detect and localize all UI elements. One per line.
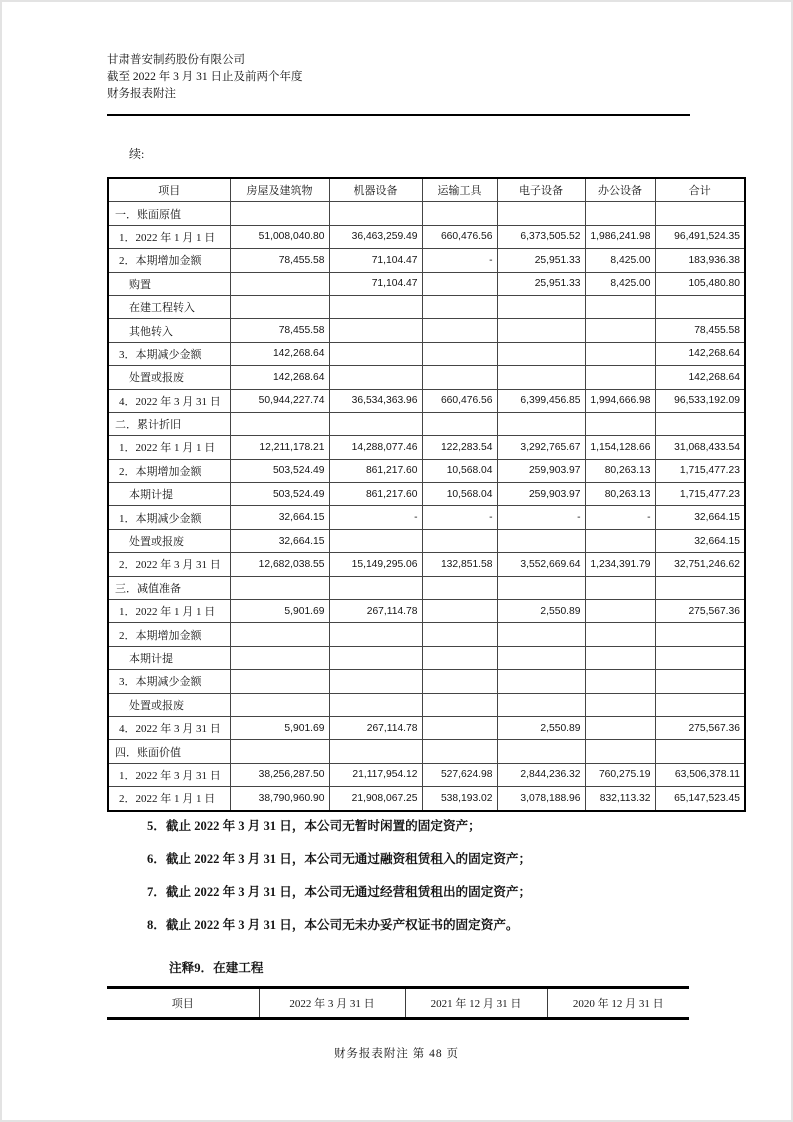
page-footer: 财务报表附注 第 48 页 <box>333 1048 460 1060</box>
cell-value <box>422 623 497 646</box>
cell-value: 65,147,523.45 <box>655 787 745 811</box>
table-row <box>108 763 745 786</box>
cell-value <box>497 670 585 693</box>
cip-column-header-3: 2020 年 12 月 31 日 <box>547 988 689 1019</box>
cell-value <box>422 342 497 365</box>
table-row <box>108 459 745 482</box>
fa-column-header-1: 房屋及建筑物 <box>230 178 329 202</box>
table-row <box>108 202 745 225</box>
cell-value: 36,534,363.96 <box>329 389 422 412</box>
cell-value: 25,951.33 <box>497 272 585 295</box>
row-label: 2．本期增加金额 <box>108 249 230 272</box>
cell-value <box>585 576 655 599</box>
cell-value: 2,550.89 <box>497 600 585 623</box>
construction-in-progress-section <box>107 986 689 1020</box>
table-row <box>108 389 745 412</box>
cell-value <box>497 623 585 646</box>
cell-value <box>497 412 585 435</box>
cell-value: 105,480.80 <box>655 272 745 295</box>
cell-value: 36,463,259.49 <box>329 225 422 248</box>
cell-value: 32,751,246.62 <box>655 553 745 576</box>
cell-value: 3,552,669.64 <box>497 553 585 576</box>
row-label: 2．本期增加金额 <box>108 623 230 646</box>
cell-value: 275,567.36 <box>655 600 745 623</box>
cell-value: 32,664.15 <box>230 529 329 552</box>
fixed-assets-table <box>107 177 746 812</box>
continued-label: 续: <box>129 147 145 161</box>
cell-value: - <box>329 506 422 529</box>
cip-column-header-1: 2022 年 3 月 31 日 <box>259 988 405 1019</box>
cell-value <box>230 576 329 599</box>
cell-value <box>585 693 655 716</box>
cell-value <box>655 740 745 763</box>
fa-column-header-5: 办公设备 <box>585 178 655 202</box>
row-label: 三．减值准备 <box>108 576 230 599</box>
cell-value <box>497 693 585 716</box>
document-header <box>107 52 303 103</box>
note-item: 8．截止 2022 年 3 月 31 日，本公司无未办妥产权证书的固定资产。 <box>147 918 519 932</box>
cell-value <box>585 366 655 389</box>
cell-value: 71,104.47 <box>329 272 422 295</box>
table-row <box>108 319 745 342</box>
cell-value <box>230 670 329 693</box>
table-row <box>108 646 745 669</box>
cell-value: 259,903.97 <box>497 483 585 506</box>
cell-value: 21,908,067.25 <box>329 787 422 811</box>
cell-value: - <box>422 506 497 529</box>
cell-value <box>422 576 497 599</box>
company-name: 甘肃普安制药股份有限公司 <box>107 54 245 66</box>
cell-value: 10,568.04 <box>422 459 497 482</box>
table-row <box>108 623 745 646</box>
cell-value <box>655 623 745 646</box>
cell-value: 10,568.04 <box>422 483 497 506</box>
cell-value: 861,217.60 <box>329 483 422 506</box>
notes-list <box>147 816 687 948</box>
cell-value: - <box>585 506 655 529</box>
cell-value: 2,550.89 <box>497 716 585 739</box>
cell-value <box>655 646 745 669</box>
cell-value: 14,288,077.46 <box>329 436 422 459</box>
header-divider <box>107 114 690 116</box>
cell-value <box>230 693 329 716</box>
cell-value <box>329 529 422 552</box>
cell-value <box>422 670 497 693</box>
table-row <box>108 412 745 435</box>
table-row <box>108 483 745 506</box>
cell-value: 832,113.32 <box>585 787 655 811</box>
cell-value <box>230 740 329 763</box>
cell-value <box>422 740 497 763</box>
row-label: 2．2022 年 3 月 31 日 <box>108 553 230 576</box>
table-row <box>108 600 745 623</box>
cell-value <box>329 319 422 342</box>
fa-table-head-row <box>108 178 745 202</box>
cell-value: 51,008,040.80 <box>230 225 329 248</box>
cell-value <box>329 670 422 693</box>
cell-value: 660,476.56 <box>422 225 497 248</box>
fixed-assets-section <box>107 177 746 812</box>
cell-value: 122,283.54 <box>422 436 497 459</box>
cell-value: 38,256,287.50 <box>230 763 329 786</box>
row-label: 处置或报废 <box>108 693 230 716</box>
cell-value <box>329 366 422 389</box>
cell-value: 80,263.13 <box>585 483 655 506</box>
document-title: 财务报表附注 <box>107 88 176 100</box>
report-period: 截至 2022 年 3 月 31 日止及前两个年度 <box>107 71 303 83</box>
table-row <box>108 249 745 272</box>
cell-value <box>422 272 497 295</box>
cell-value: 1,715,477.23 <box>655 483 745 506</box>
cell-value: 12,211,178.21 <box>230 436 329 459</box>
cell-value: 38,790,960.90 <box>230 787 329 811</box>
row-label: 在建工程转入 <box>108 295 230 318</box>
cell-value <box>329 202 422 225</box>
fa-column-header-6: 合计 <box>655 178 745 202</box>
cell-value <box>422 412 497 435</box>
cell-value: 96,533,192.09 <box>655 389 745 412</box>
cell-value: 71,104.47 <box>329 249 422 272</box>
cell-value <box>497 366 585 389</box>
cip-column-header-0: 项目 <box>171 998 194 1010</box>
cell-value <box>329 740 422 763</box>
cell-value <box>422 716 497 739</box>
cell-value: 503,524.49 <box>230 459 329 482</box>
cell-value: 3,078,188.96 <box>497 787 585 811</box>
cell-value <box>329 342 422 365</box>
cell-value <box>585 600 655 623</box>
cell-value: 96,491,524.35 <box>655 225 745 248</box>
cell-value: 1,994,666.98 <box>585 389 655 412</box>
cell-value <box>655 693 745 716</box>
cell-value <box>497 295 585 318</box>
cell-value <box>497 319 585 342</box>
cell-value: 21,117,954.12 <box>329 763 422 786</box>
cell-value <box>422 693 497 716</box>
table-row <box>108 366 745 389</box>
cell-value <box>585 202 655 225</box>
table-row <box>108 576 745 599</box>
cell-value: 6,399,456.85 <box>497 389 585 412</box>
table-row <box>108 506 745 529</box>
row-label: 1．2022 年 1 月 1 日 <box>108 436 230 459</box>
row-label: 3．本期减少金额 <box>108 670 230 693</box>
note-item: 5．截止 2022 年 3 月 31 日，本公司无暂时闲置的固定资产； <box>147 819 481 833</box>
cell-value: 8,425.00 <box>585 272 655 295</box>
cell-value <box>655 295 745 318</box>
row-label: 四．账面价值 <box>108 740 230 763</box>
cell-value: 50,944,227.74 <box>230 389 329 412</box>
row-label: 1．本期减少金额 <box>108 506 230 529</box>
row-label: 本期计提 <box>108 646 230 669</box>
cell-value: 183,936.38 <box>655 249 745 272</box>
cell-value <box>329 646 422 669</box>
fa-column-header-3: 运输工具 <box>422 178 497 202</box>
cell-value <box>230 412 329 435</box>
cell-value: 5,901.69 <box>230 600 329 623</box>
cell-value: 32,664.15 <box>655 506 745 529</box>
cell-value: 78,455.58 <box>230 319 329 342</box>
row-label: 购置 <box>108 272 230 295</box>
cell-value <box>585 319 655 342</box>
cell-value <box>422 646 497 669</box>
cell-value <box>585 646 655 669</box>
fa-column-header-0: 项目 <box>108 178 230 202</box>
cell-value <box>585 412 655 435</box>
note-item: 7．截止 2022 年 3 月 31 日，本公司无通过经营租赁租出的固定资产； <box>147 885 532 899</box>
row-label: 1．2022 年 3 月 31 日 <box>108 763 230 786</box>
cell-value <box>329 693 422 716</box>
cell-value <box>585 295 655 318</box>
cell-value: 80,263.13 <box>585 459 655 482</box>
cell-value: 660,476.56 <box>422 389 497 412</box>
cell-value <box>230 272 329 295</box>
row-label: 4．2022 年 3 月 31 日 <box>108 716 230 739</box>
cell-value <box>655 202 745 225</box>
cell-value: 32,664.15 <box>230 506 329 529</box>
cell-value <box>497 646 585 669</box>
table-row <box>108 670 745 693</box>
table-row <box>108 225 745 248</box>
cell-value: 78,455.58 <box>655 319 745 342</box>
cell-value: 1,715,477.23 <box>655 459 745 482</box>
cell-value <box>329 295 422 318</box>
cell-value <box>497 202 585 225</box>
cell-value: 25,951.33 <box>497 249 585 272</box>
cell-value <box>585 740 655 763</box>
cell-value: 527,624.98 <box>422 763 497 786</box>
cell-value <box>585 670 655 693</box>
cell-value <box>585 342 655 365</box>
cell-value: 31,068,433.54 <box>655 436 745 459</box>
cell-value <box>655 412 745 435</box>
cell-value: 2,844,236.32 <box>497 763 585 786</box>
cell-value: 5,901.69 <box>230 716 329 739</box>
row-label: 1．2022 年 1 月 1 日 <box>108 600 230 623</box>
cell-value: 1,234,391.79 <box>585 553 655 576</box>
cell-value: 3,292,765.67 <box>497 436 585 459</box>
cell-value: 1,986,241.98 <box>585 225 655 248</box>
cell-value: 275,567.36 <box>655 716 745 739</box>
cell-value <box>497 740 585 763</box>
cell-value: 760,275.19 <box>585 763 655 786</box>
row-label: 2．2022 年 1 月 1 日 <box>108 787 230 811</box>
note9-title: 注释9．在建工程 <box>169 961 264 975</box>
cell-value: 861,217.60 <box>329 459 422 482</box>
table-row <box>108 436 745 459</box>
cell-value <box>230 202 329 225</box>
fa-table-body <box>108 202 745 811</box>
table-row <box>108 553 745 576</box>
cell-value <box>230 646 329 669</box>
table-row <box>108 295 745 318</box>
cell-value: 503,524.49 <box>230 483 329 506</box>
cip-table-head-row <box>107 988 689 1019</box>
cell-value: 132,851.58 <box>422 553 497 576</box>
row-label: 一．账面原值 <box>108 202 230 225</box>
fa-column-header-2: 机器设备 <box>329 178 422 202</box>
cell-value: 267,114.78 <box>329 600 422 623</box>
row-label: 二．累计折旧 <box>108 412 230 435</box>
cell-value <box>655 670 745 693</box>
cell-value <box>497 529 585 552</box>
cell-value <box>230 295 329 318</box>
cell-value <box>497 576 585 599</box>
cell-value <box>585 623 655 646</box>
row-label: 3．本期减少金额 <box>108 342 230 365</box>
cell-value: 78,455.58 <box>230 249 329 272</box>
cell-value <box>329 412 422 435</box>
row-label: 其他转入 <box>108 319 230 342</box>
cell-value: 8,425.00 <box>585 249 655 272</box>
cell-value: - <box>422 249 497 272</box>
row-label: 4．2022 年 3 月 31 日 <box>108 389 230 412</box>
row-label: 1．2022 年 1 月 1 日 <box>108 225 230 248</box>
cell-value <box>497 342 585 365</box>
cell-value <box>422 295 497 318</box>
cell-value <box>655 576 745 599</box>
cell-value <box>585 716 655 739</box>
cell-value: 142,268.64 <box>655 366 745 389</box>
cip-column-header-2: 2021 年 12 月 31 日 <box>405 988 547 1019</box>
cell-value <box>422 202 497 225</box>
table-row <box>108 740 745 763</box>
cell-value <box>422 600 497 623</box>
cell-value: 12,682,038.55 <box>230 553 329 576</box>
cell-value: 538,193.02 <box>422 787 497 811</box>
fa-column-header-4: 电子设备 <box>497 178 585 202</box>
cell-value: 15,149,295.06 <box>329 553 422 576</box>
row-label: 处置或报废 <box>108 366 230 389</box>
cell-value <box>422 529 497 552</box>
cell-value <box>422 319 497 342</box>
table-row <box>108 529 745 552</box>
cell-value: 259,903.97 <box>497 459 585 482</box>
row-label: 2．本期增加金额 <box>108 459 230 482</box>
cell-value: 267,114.78 <box>329 716 422 739</box>
cell-value: 63,506,378.11 <box>655 763 745 786</box>
construction-in-progress-table <box>107 986 689 1020</box>
cell-value: 1,154,128.66 <box>585 436 655 459</box>
cell-value: - <box>497 506 585 529</box>
cell-value: 142,268.64 <box>655 342 745 365</box>
note-item: 6．截止 2022 年 3 月 31 日，本公司无通过融资租赁租入的固定资产； <box>147 852 532 866</box>
cell-value: 6,373,505.52 <box>497 225 585 248</box>
cell-value <box>329 576 422 599</box>
cell-value <box>585 529 655 552</box>
table-row <box>108 693 745 716</box>
cell-value: 32,664.15 <box>655 529 745 552</box>
cell-value <box>230 623 329 646</box>
table-row <box>108 787 745 811</box>
row-label: 处置或报废 <box>108 529 230 552</box>
table-row <box>108 272 745 295</box>
table-row <box>108 342 745 365</box>
row-label: 本期计提 <box>108 483 230 506</box>
cell-value <box>422 366 497 389</box>
cell-value: 142,268.64 <box>230 366 329 389</box>
cell-value: 142,268.64 <box>230 342 329 365</box>
table-row <box>108 716 745 739</box>
cell-value <box>329 623 422 646</box>
